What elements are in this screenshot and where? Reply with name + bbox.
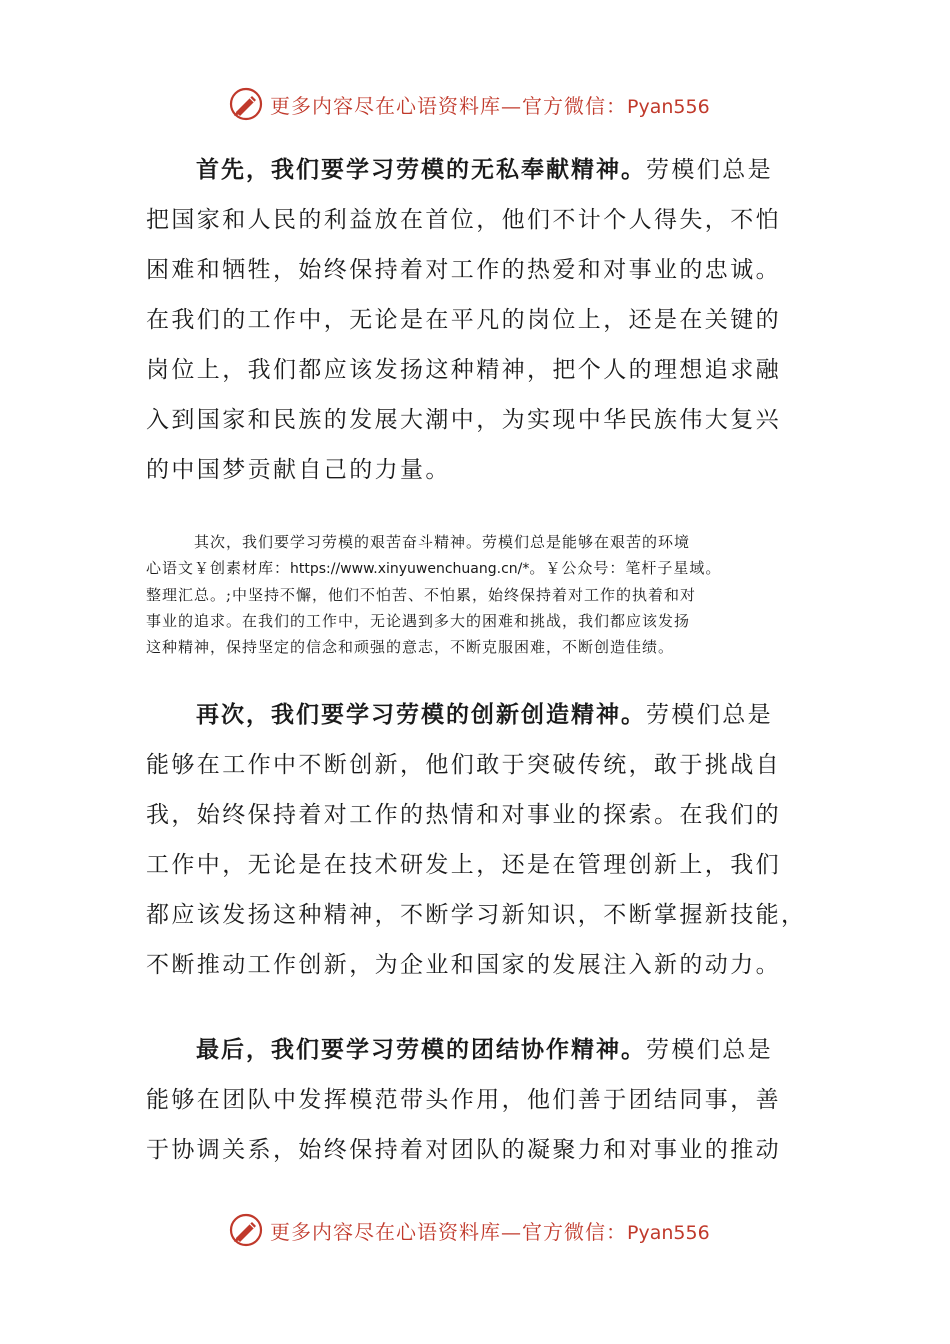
section-3-line: 我，始终保持着对工作的热情和对事业的探索。在我们的 bbox=[146, 802, 781, 828]
section-4: 最后，我们要学习劳模的团结协作精神。劳模们总是 能够在团队中发挥模范带头作用，他们善于团结同事，善 于协调关系，始终保持着对团队的凝聚力和对事业的推动 bbox=[146, 1025, 796, 1175]
section-2-line: 其次，我们要学习劳模的艰苦奋斗精神。劳模们总是能够在艰苦的环境 bbox=[194, 533, 691, 551]
section-2-line: 心语文￥创素材库：https://www.xinyuwenchuang.cn/*。￥公众号：笔杆子星域。 bbox=[146, 559, 722, 577]
section-4-line: 于协调关系，始终保持着对团队的凝聚力和对事业的推动 bbox=[146, 1137, 781, 1163]
section-1-line: 困难和牺牲，始终保持着对工作的热爱和对事业的忠诚。 bbox=[146, 257, 781, 283]
section-2-line: 事业的追求。在我们的工作中，无论遇到多大的困难和挑战，我们都应该发扬 bbox=[146, 612, 691, 630]
section-1: 首先，我们要学习劳模的无私奉献精神。劳模们总是 把国家和人民的利益放在首位，他们不计个人得失，不怕 困难和牺牲，始终保持着对工作的热爱和对事业的忠诚。 在我们的工作中，无论是在平凡的岗位上，还是在关键的 岗位上，我们都应该发扬这种精神，把个人的理想追求融 入到国家和民族的发展大潮中，为实现中华民族伟大复兴 的中国梦贡献自己的力量。 bbox=[146, 145, 796, 495]
section-4-lead: 最后，我们要学习劳模的团结协作精神。 bbox=[196, 1037, 646, 1063]
section-1-line: 岗位上，我们都应该发扬这种精神，把个人的理想追求融 bbox=[146, 357, 781, 383]
section-2-line: 这种精神，保持坚定的信念和顽强的意志，不断克服困难，不断创造佳绩。 bbox=[146, 638, 675, 656]
pen-logo-icon bbox=[228, 1212, 264, 1248]
section-1-line: 把国家和人民的利益放在首位，他们不计个人得失，不怕 bbox=[146, 207, 781, 233]
section-1-line: 的中国梦贡献自己的力量。 bbox=[146, 457, 451, 483]
section-1-line: 在我们的工作中，无论是在平凡的岗位上，还是在关键的 bbox=[146, 307, 781, 333]
section-3-line: 都应该发扬这种精神，不断学习新知识，不断掌握新技能， bbox=[146, 902, 807, 928]
section-3: 再次，我们要学习劳模的创新创造精神。劳模们总是 能够在工作中不断创新，他们敢于突破传统，敢于挑战自 我，始终保持着对工作的热情和对事业的探索。在我们的 工作中，无论是在技术研发上，还是在管理创新上，我们 都应该发扬这种精神，不断学习新知识，不断掌握新技能， 不断推动工作创新，为企业和国家的发展注入新的动力。 bbox=[146, 690, 796, 990]
section-4-line: 能够在团队中发挥模范带头作用，他们善于团结同事，善 bbox=[146, 1087, 781, 1113]
footer-banner-text: 更多内容尽在心语资料库—官方微信：Pyan556 bbox=[270, 1219, 710, 1244]
section-1-lead: 首先，我们要学习劳模的无私奉献精神。 bbox=[196, 157, 646, 183]
source-url: https://www.xinyuwenchuang.cn/* bbox=[290, 561, 530, 577]
section-2 bbox=[146, 529, 806, 660]
section-3-line: 工作中，无论是在技术研发上，还是在管理创新上，我们 bbox=[146, 852, 781, 878]
pen-logo-icon bbox=[228, 86, 264, 122]
section-3-line: 不断推动工作创新，为企业和国家的发展注入新的动力。 bbox=[146, 952, 781, 978]
section-3-lead: 再次，我们要学习劳模的创新创造精神。 bbox=[196, 702, 646, 728]
section-1-line: 入到国家和民族的发展大潮中，为实现中华民族伟大复兴 bbox=[146, 407, 781, 433]
section-2-line: 整理汇总。;中坚持不懈，他们不怕苦、不怕累，始终保持着对工作的执着和对 bbox=[146, 586, 697, 604]
header-banner-text: 更多内容尽在心语资料库—官方微信：Pyan556 bbox=[270, 93, 710, 118]
footer-banner bbox=[228, 1210, 748, 1250]
header-banner bbox=[228, 84, 748, 124]
section-3-line: 能够在工作中不断创新，他们敢于突破传统，敢于挑战自 bbox=[146, 752, 781, 778]
